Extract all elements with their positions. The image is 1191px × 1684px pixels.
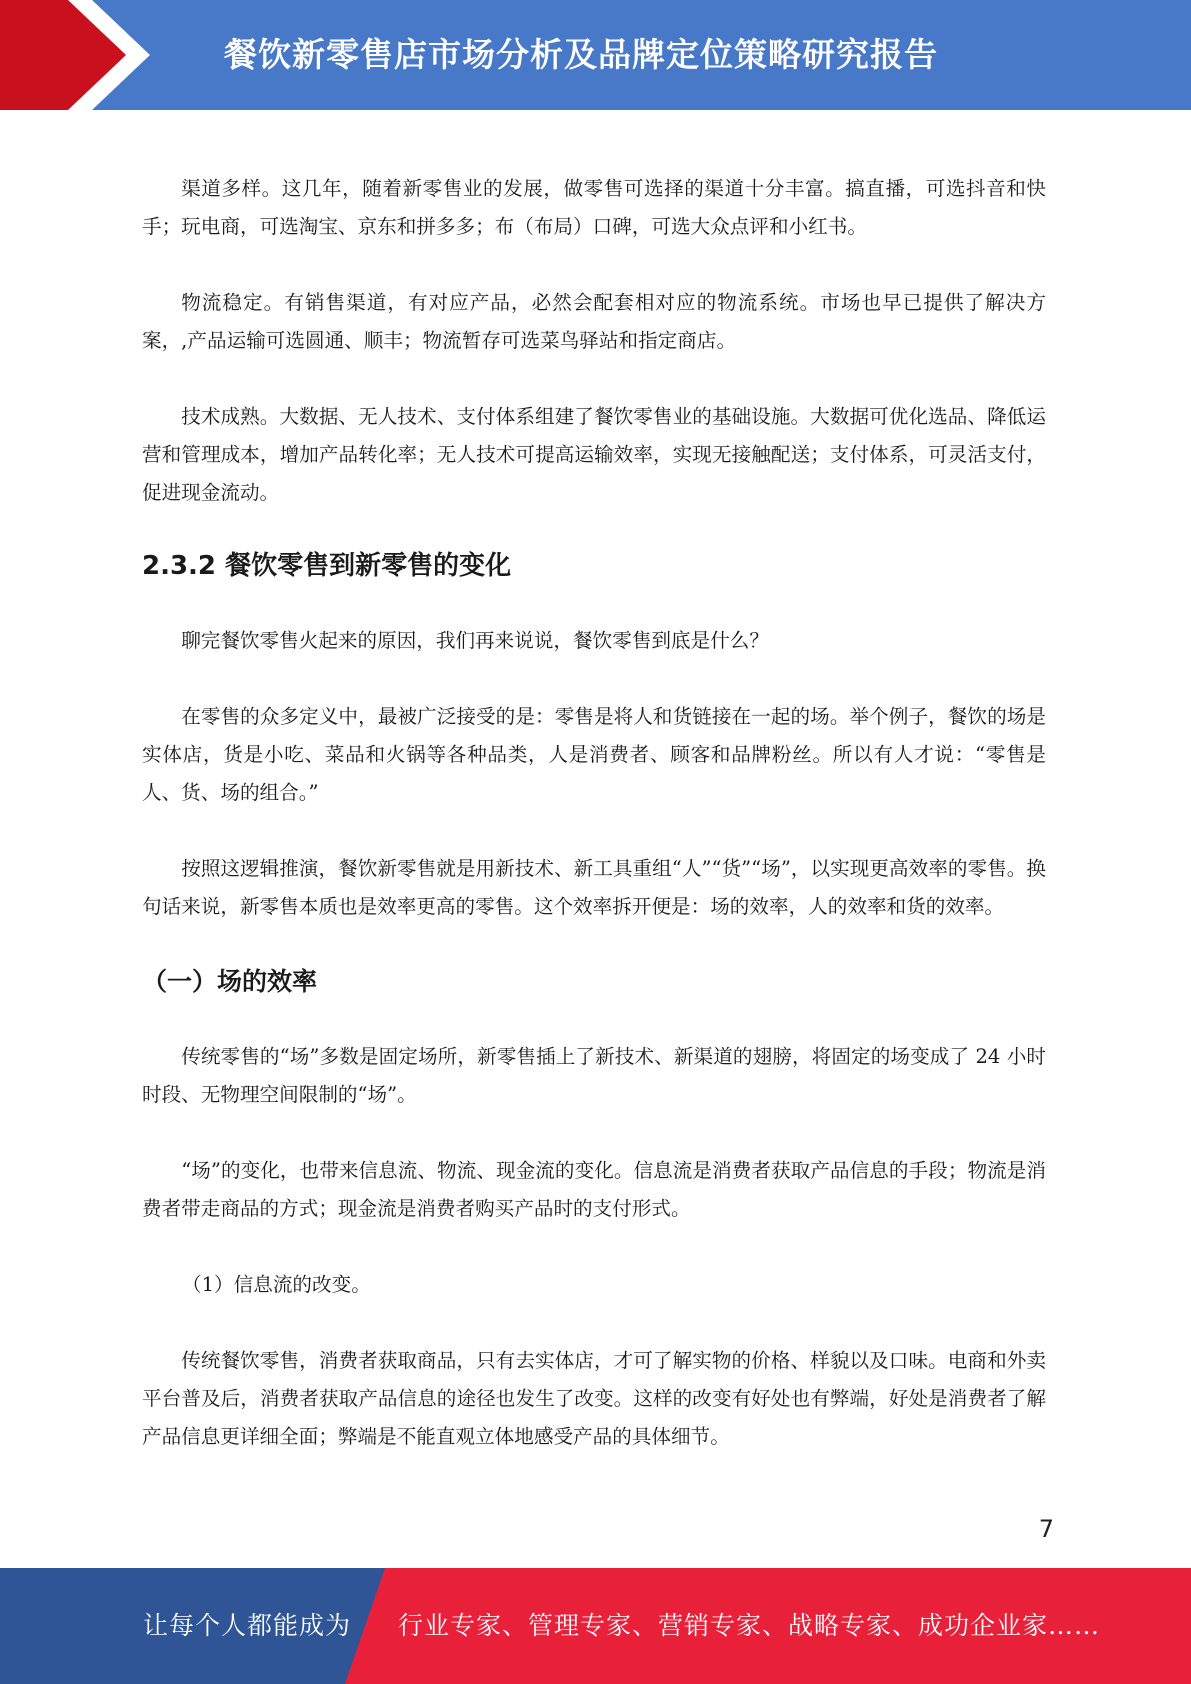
page-number: 7 (1038, 1515, 1054, 1543)
footer-slogan-right: 行业专家、管理专家、营销专家、战略专家、成功企业家…… (398, 1611, 1101, 1640)
document-body (142, 170, 1046, 1494)
subsection-heading-field-efficiency: （一）场的效率 (142, 967, 318, 996)
paragraph-field-change: 传统零售的“场”多数是固定场所，新零售插上了新技术、新渠道的翅膀，将固定的场变成了 24 小时时段、无物理空间限制的“场”。 (142, 1045, 1046, 1106)
report-title: 餐饮新零售店市场分析及品牌定位策略研究报告 (224, 35, 938, 74)
page-footer (0, 1568, 1191, 1684)
paragraph-channels: 渠道多样。这几年，随着新零售业的发展，做零售可选择的渠道十分丰富。搞直播，可选抖音和快手；玩电商，可选淘宝、京东和拼多多；布（布局）口碑，可选大众点评和小红书。 (142, 177, 1046, 238)
paragraph-traditional-retail: 传统餐饮零售，消费者获取商品，只有去实体店，才可了解实物的价格、样貌以及口味。电商和外卖平台普及后，消费者获取产品信息的途径也发生了改变。这样的改变有好处也有弊端，好处是消费者了解产品信息更详细全面；弊端是不能直观立体地感受产品的具体细节。 (142, 1349, 1046, 1448)
footer-slogan-left: 让每个人都能成为 (143, 1611, 352, 1640)
paragraph-logistics: 物流稳定。有销售渠道，有对应产品，必然会配套相对应的物流系统。市场也早已提供了解决方案，,产品运输可选圆通、顺丰；物流暂存可选菜鸟驿站和指定商店。 (142, 291, 1046, 352)
paragraph-technology: 技术成熟。大数据、无人技术、支付体系组建了餐饮零售业的基础设施。大数据可优化选品、降低运营和管理成本，增加产品转化率；无人技术可提高运输效率，实现无接触配送；支付体系，可灵活支付，促进现金流动。 (142, 405, 1046, 504)
page-header (0, 0, 1191, 110)
section-heading-2-3-2: 2.3.2 餐饮零售到新零售的变化 (142, 551, 512, 581)
list-item-information-flow: （1）信息流的改变。 (182, 1273, 371, 1296)
paragraph-retail-definition: 在零售的众多定义中，最被广泛接受的是：零售是将人和货链接在一起的场。举个例子，餐饮的场是实体店，货是小吃、菜品和火锅等各种品类，人是消费者、顾客和品牌粉丝。所以有人才说：“零售是人、货、场的组合。” (142, 705, 1046, 804)
paragraph-intro-question: 聊完餐饮零售火起来的原因，我们再来说说，餐饮零售到底是什么？ (181, 629, 769, 652)
paragraph-flows: “场”的变化，也带来信息流、物流、现金流的变化。信息流是消费者获取产品信息的手段；物流是消费者带走商品的方式；现金流是消费者购买产品时的支付形式。 (142, 1159, 1046, 1220)
paragraph-new-retail-logic: 按照这逻辑推演，餐饮新零售就是用新技术、新工具重组“人”“货”“场”，以实现更高效率的零售。换句话来说，新零售本质也是效率更高的零售。这个效率拆开便是：场的效率，人的效率和货的效率。 (142, 857, 1046, 918)
